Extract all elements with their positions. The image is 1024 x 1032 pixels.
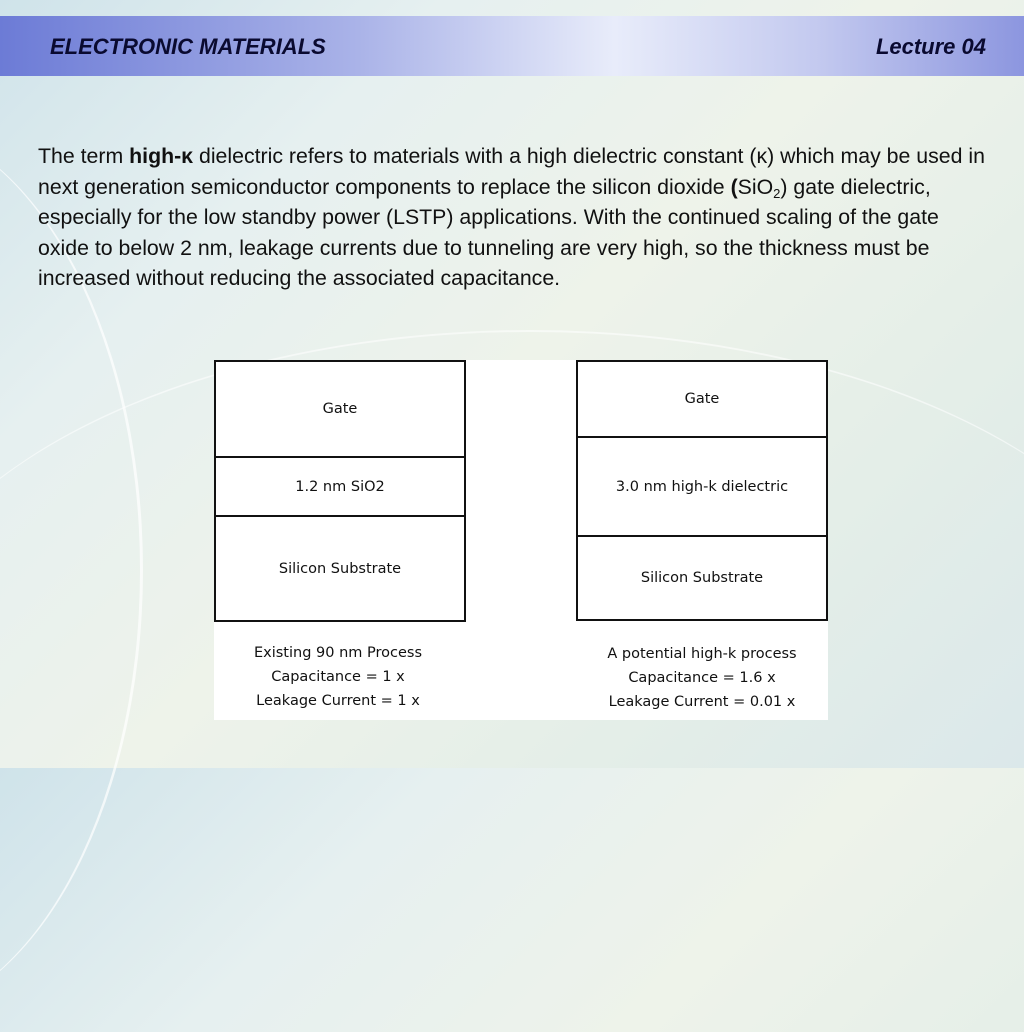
lecture-number: Lecture 04 [875, 34, 986, 59]
high-k-process-caption: A potential high-k process Capacitance = 1.6 x Leakage Current = 0.01 x [607, 646, 797, 710]
slide-title: ELECTRONIC MATERIALS [50, 34, 326, 59]
body-paragraph: The term high-κ dielectric refers to materials with a high dielectric constant (κ) which may be used in next generation semiconductor components to replace the silicon dioxide (SiO$_2$) gate dielectric, especially for the low standby power (LSTP) applications. With the continued scaling of the gate oxide to below 2 nm, leakage currents due to tunneling are very high, so the thickness must be increased without reducing the associated capacitance. [38, 144, 985, 291]
substrate-layer: Silicon Substrate [578, 537, 826, 621]
gate-layer: Gate [216, 362, 464, 458]
high-k-process-stack [576, 360, 828, 621]
substrate-layer: Silicon Substrate [216, 517, 464, 622]
gate-layer: Gate [578, 362, 826, 438]
existing-process-caption: Existing 90 nm Process Capacitance = 1 x Leakage Current = 1 x [253, 645, 423, 709]
gate-stack-diagram [214, 360, 828, 720]
sio2-layer: 1.2 nm SiO2 [216, 458, 464, 517]
existing-process-stack [214, 360, 466, 622]
high-k-layer: 3.0 nm high-k dielectric [578, 438, 826, 537]
